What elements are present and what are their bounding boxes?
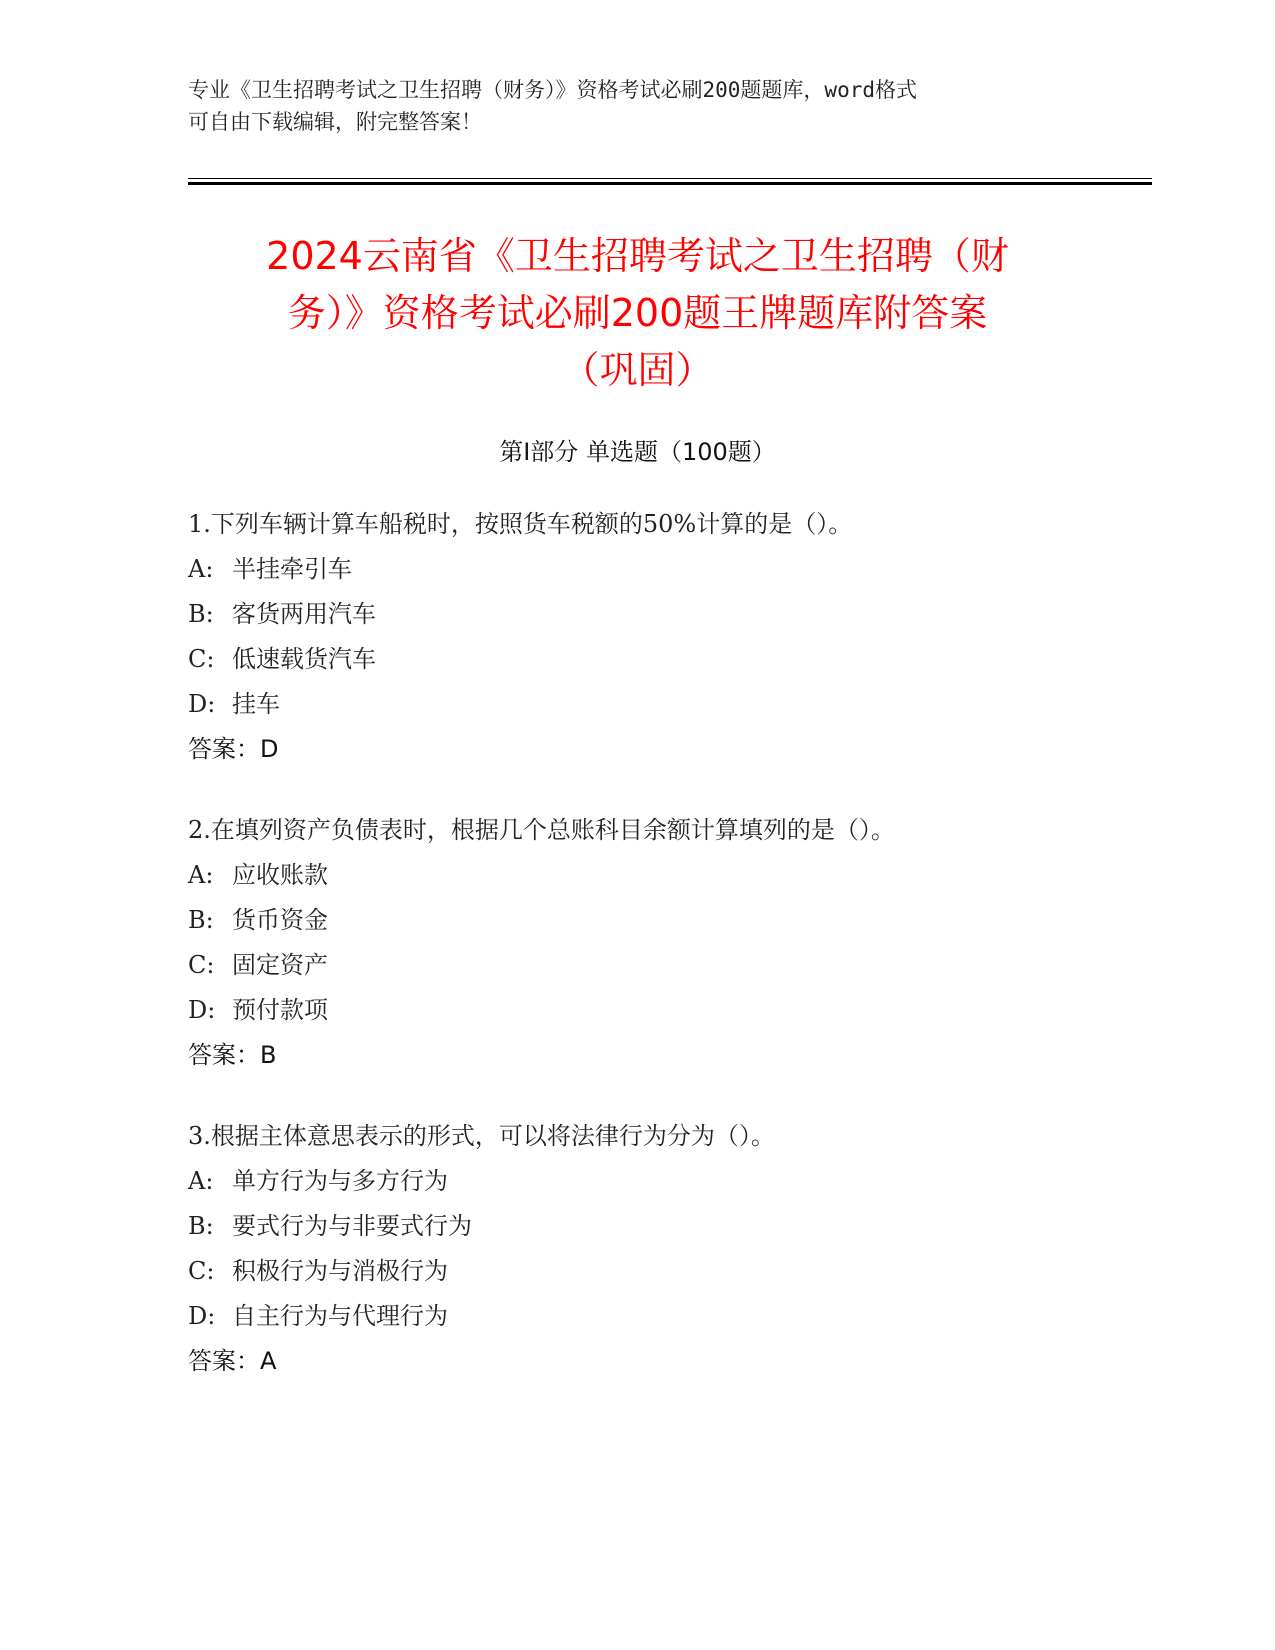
option-text: 半挂牵引车 bbox=[232, 555, 352, 583]
header-divider-thick bbox=[188, 182, 1152, 185]
option-letter: D: bbox=[188, 996, 216, 1024]
option-text: 自主行为与代理行为 bbox=[232, 1302, 448, 1330]
header-note bbox=[188, 74, 1088, 138]
option-text: 低速载货汽车 bbox=[232, 645, 376, 673]
answer-line: 答案：D bbox=[188, 735, 279, 763]
option-letter: C: bbox=[188, 1257, 215, 1285]
option-text: 单方行为与多方行为 bbox=[232, 1167, 448, 1195]
option-b bbox=[188, 1204, 1148, 1249]
header-note-line-1: 专业《卫生招聘考试之卫生招聘（财务）》资格考试必刷200题题库，word格式 bbox=[188, 78, 917, 102]
option-a bbox=[188, 1159, 1148, 1204]
document-title-line-2: 务）》资格考试必刷200题王牌题库附答案 bbox=[287, 291, 988, 335]
document-title bbox=[150, 228, 1125, 399]
section-title: 第Ⅰ部分 单选题（100题） bbox=[499, 438, 776, 466]
option-text: 客货两用汽车 bbox=[232, 600, 376, 628]
option-letter: A: bbox=[188, 861, 214, 889]
option-text: 货币资金 bbox=[232, 906, 328, 934]
option-letter: B: bbox=[188, 600, 214, 628]
option-c bbox=[188, 943, 1148, 988]
option-a bbox=[188, 853, 1148, 898]
option-d bbox=[188, 682, 1148, 727]
answer-line: 答案：B bbox=[188, 1041, 277, 1069]
option-text: 应收账款 bbox=[232, 861, 328, 889]
option-a bbox=[188, 547, 1148, 592]
question-1 bbox=[188, 502, 1148, 772]
option-text: 固定资产 bbox=[232, 951, 328, 979]
option-letter: A: bbox=[188, 1167, 214, 1195]
option-letter: C: bbox=[188, 951, 215, 979]
document-title-line-1: 2024云南省《卫生招聘考试之卫生招聘（财 bbox=[266, 234, 1009, 278]
question-stem: 3.根据主体意思表示的形式，可以将法律行为分为（）。 bbox=[188, 1122, 775, 1150]
header-divider-thin bbox=[188, 178, 1152, 179]
option-text: 挂车 bbox=[232, 690, 280, 718]
option-d bbox=[188, 988, 1148, 1033]
option-text: 预付款项 bbox=[232, 996, 328, 1024]
option-d bbox=[188, 1294, 1148, 1339]
option-c bbox=[188, 637, 1148, 682]
option-letter: C: bbox=[188, 645, 215, 673]
option-text: 积极行为与消极行为 bbox=[232, 1257, 448, 1285]
question-stem: 2.在填列资产负债表时，根据几个总账科目余额计算填列的是（）。 bbox=[188, 816, 895, 844]
document-title-line-3: （巩固） bbox=[561, 348, 714, 392]
question-2 bbox=[188, 808, 1148, 1078]
question-stem: 1.下列车辆计算车船税时，按照货车税额的50%计算的是（）。 bbox=[188, 510, 853, 538]
option-b bbox=[188, 898, 1148, 943]
option-text: 要式行为与非要式行为 bbox=[232, 1212, 472, 1240]
option-letter: D: bbox=[188, 1302, 216, 1330]
option-b bbox=[188, 592, 1148, 637]
option-letter: D: bbox=[188, 690, 216, 718]
option-letter: B: bbox=[188, 906, 214, 934]
option-letter: A: bbox=[188, 555, 214, 583]
option-letter: B: bbox=[188, 1212, 214, 1240]
header-note-line-2: 可自由下载编辑，附完整答案！ bbox=[188, 110, 482, 134]
option-c bbox=[188, 1249, 1148, 1294]
answer-line: 答案：A bbox=[188, 1347, 277, 1375]
question-3 bbox=[188, 1114, 1148, 1384]
